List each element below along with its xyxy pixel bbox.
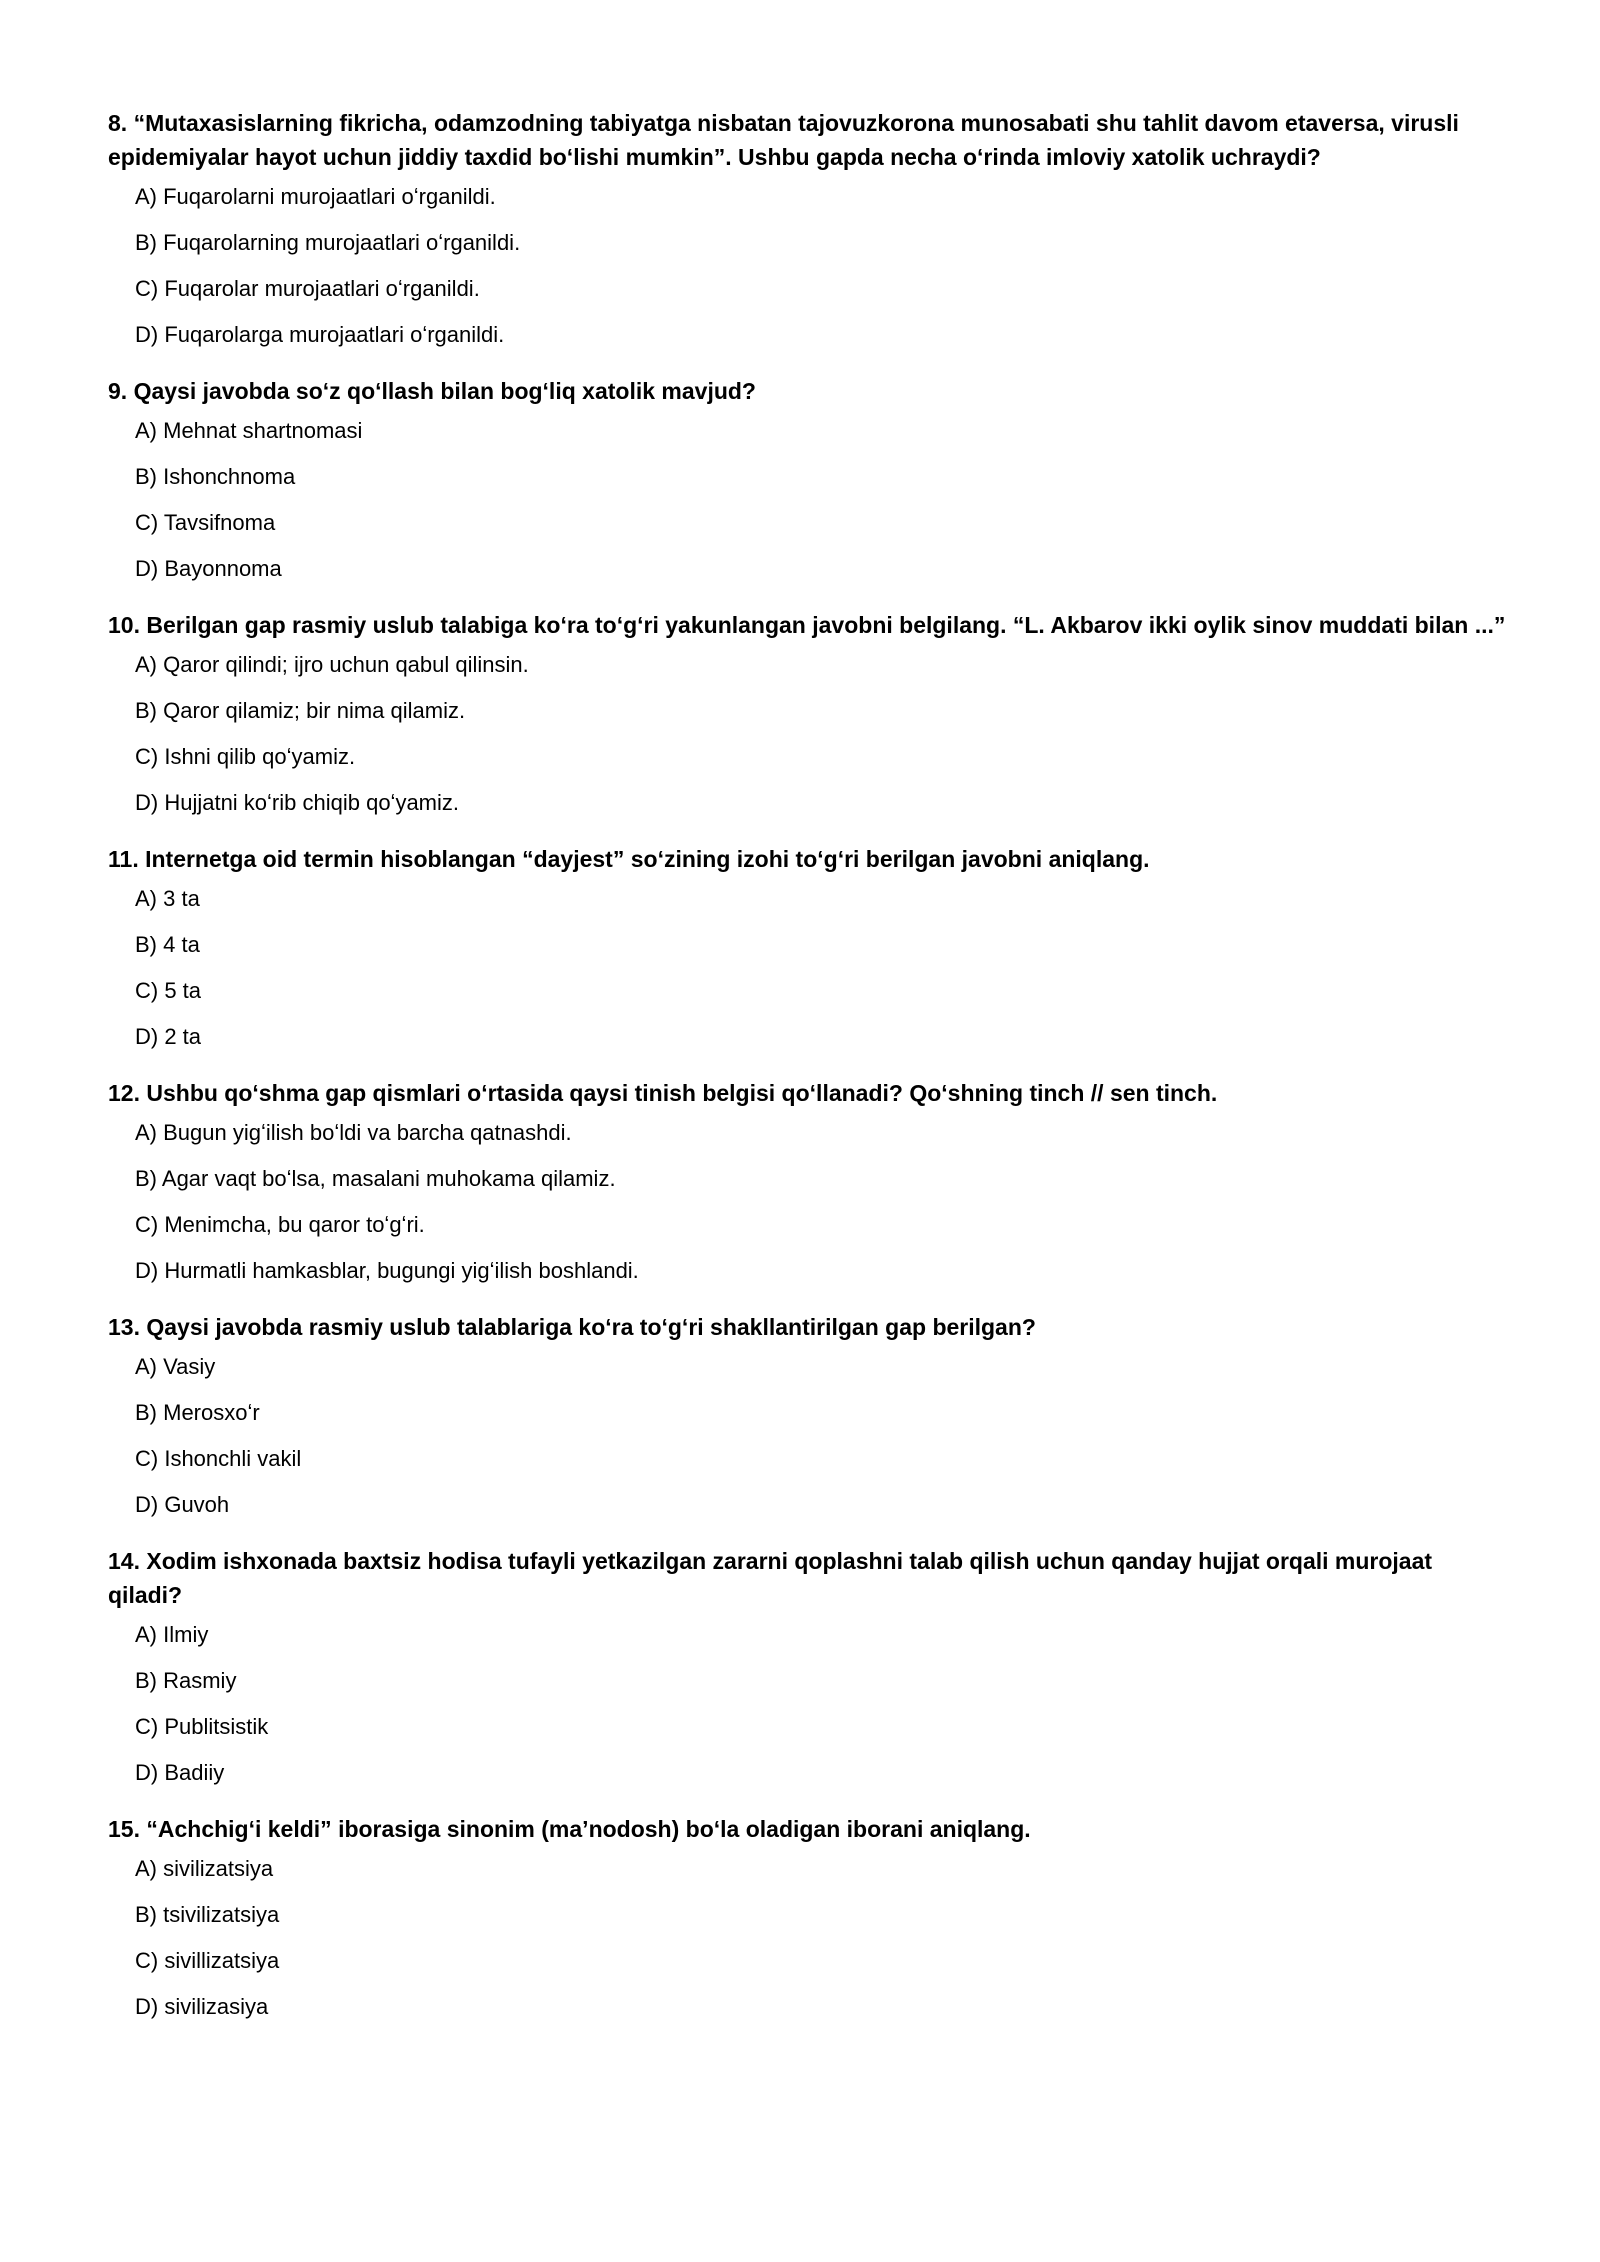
question-block: [108, 106, 1508, 348]
answer-options: [108, 1354, 1508, 1518]
answer-option: A) sivilizatsiya: [135, 1856, 274, 1881]
answer-option: B) Fuqarolarning murojaatlari oʻrganildi.: [135, 230, 521, 255]
answer-options: [108, 652, 1508, 816]
question-block: [108, 1812, 1508, 2020]
answer-option: A) Bugun yigʻilish boʻldi va barcha qatnashdi.: [135, 1120, 572, 1145]
answer-option: C) Ishonchli vakil: [135, 1446, 302, 1471]
question-block: [108, 842, 1508, 1050]
answer-option: C) sivillizatsiya: [135, 1948, 280, 1973]
question-title: 8. “Mutaxasislarning fikricha, odamzodning tabiyatga nisbatan tajovuzkorona munosabati shu tahlit davom etaversa, virusli epidemiyalar hayot uchun jiddiy taxdid boʻlishi mumkin”. Ushbu gapda necha oʻrinda imloviy xatolik uchraydi?: [108, 110, 1459, 170]
question-block: [108, 374, 1508, 582]
answer-option: A) 3 ta: [135, 886, 200, 911]
answer-option: D) Hurmatli hamkasblar, bugungi yigʻilish boshlandi.: [135, 1258, 639, 1283]
answer-option: D) Fuqarolarga murojaatlari oʻrganildi.: [135, 322, 505, 347]
answer-option: D) Bayonnoma: [135, 556, 282, 581]
answer-option: A) Qaror qilindi; ijro uchun qabul qilinsin.: [135, 652, 529, 677]
answer-option: D) sivilizasiya: [135, 1994, 269, 2019]
answer-options: [108, 1856, 1508, 2020]
question-title: 10. Berilgan gap rasmiy uslub talabiga koʻra toʻgʻri yakunlangan javobni belgilang. “L. Akbarov ikki oylik sinov muddati bilan ...”: [108, 612, 1506, 638]
question-block: [108, 608, 1508, 816]
answer-option: C) Menimcha, bu qaror toʻgʻri.: [135, 1212, 425, 1237]
question-title: 15. “Achchigʻi keldi” iborasiga sinonim (ma’nodosh) boʻla oladigan iborani aniqlang.: [108, 1816, 1031, 1842]
answer-options: [108, 886, 1508, 1050]
answer-option: B) 4 ta: [135, 932, 200, 957]
answer-option: D) Badiiy: [135, 1760, 225, 1785]
answer-option: B) Ishonchnoma: [135, 464, 296, 489]
question-block: [108, 1076, 1508, 1284]
question-title: 9. Qaysi javobda soʻz qoʻllash bilan bogʻliq xatolik mavjud?: [108, 378, 756, 404]
answer-option: D) Guvoh: [135, 1492, 230, 1517]
question-title: 13. Qaysi javobda rasmiy uslub talablariga koʻra toʻgʻri shakllantirilgan gap berilgan?: [108, 1314, 1036, 1340]
answer-option: D) 2 ta: [135, 1024, 202, 1049]
question-title: 12. Ushbu qoʻshma gap qismlari oʻrtasida qaysi tinish belgisi qoʻllanadi? Qoʻshning tinch // sen tinch.: [108, 1080, 1218, 1106]
answer-option: B) tsivilizatsiya: [135, 1902, 280, 1927]
answer-option: B) Agar vaqt boʻlsa, masalani muhokama qilamiz.: [135, 1166, 616, 1191]
answer-option: A) Ilmiy: [135, 1622, 209, 1647]
answer-options: [108, 184, 1508, 348]
answer-option: C) 5 ta: [135, 978, 202, 1003]
answer-option: A) Fuqarolarni murojaatlari oʻrganildi.: [135, 184, 496, 209]
quiz-page: [108, 106, 1508, 2046]
answer-options: [108, 418, 1508, 582]
answer-option: B) Rasmiy: [135, 1668, 237, 1693]
question-block: [108, 1544, 1508, 1786]
answer-options: [108, 1120, 1508, 1284]
answer-option: B) Qaror qilamiz; bir nima qilamiz.: [135, 698, 466, 723]
answer-options: [108, 1622, 1508, 1786]
answer-option: D) Hujjatni koʻrib chiqib qoʻyamiz.: [135, 790, 460, 815]
answer-option: C) Publitsistik: [135, 1714, 269, 1739]
answer-option: A) Vasiy: [135, 1354, 216, 1379]
question-block: [108, 1310, 1508, 1518]
answer-option: A) Mehnat shartnomasi: [135, 418, 363, 443]
question-title: 11. Internetga oid termin hisoblangan “dayjest” soʻzining izohi toʻgʻri berilgan javobni aniqlang.: [108, 846, 1150, 872]
answer-option: C) Tavsifnoma: [135, 510, 276, 535]
answer-option: C) Fuqarolar murojaatlari oʻrganildi.: [135, 276, 480, 301]
question-title: 14. Xodim ishxonada baxtsiz hodisa tufayli yetkazilgan zararni qoplashni talab qilish uchun qanday hujjat orqali murojaat qiladi?: [108, 1548, 1433, 1608]
answer-option: B) Merosxoʻr: [135, 1400, 260, 1425]
answer-option: C) Ishni qilib qoʻyamiz.: [135, 744, 356, 769]
